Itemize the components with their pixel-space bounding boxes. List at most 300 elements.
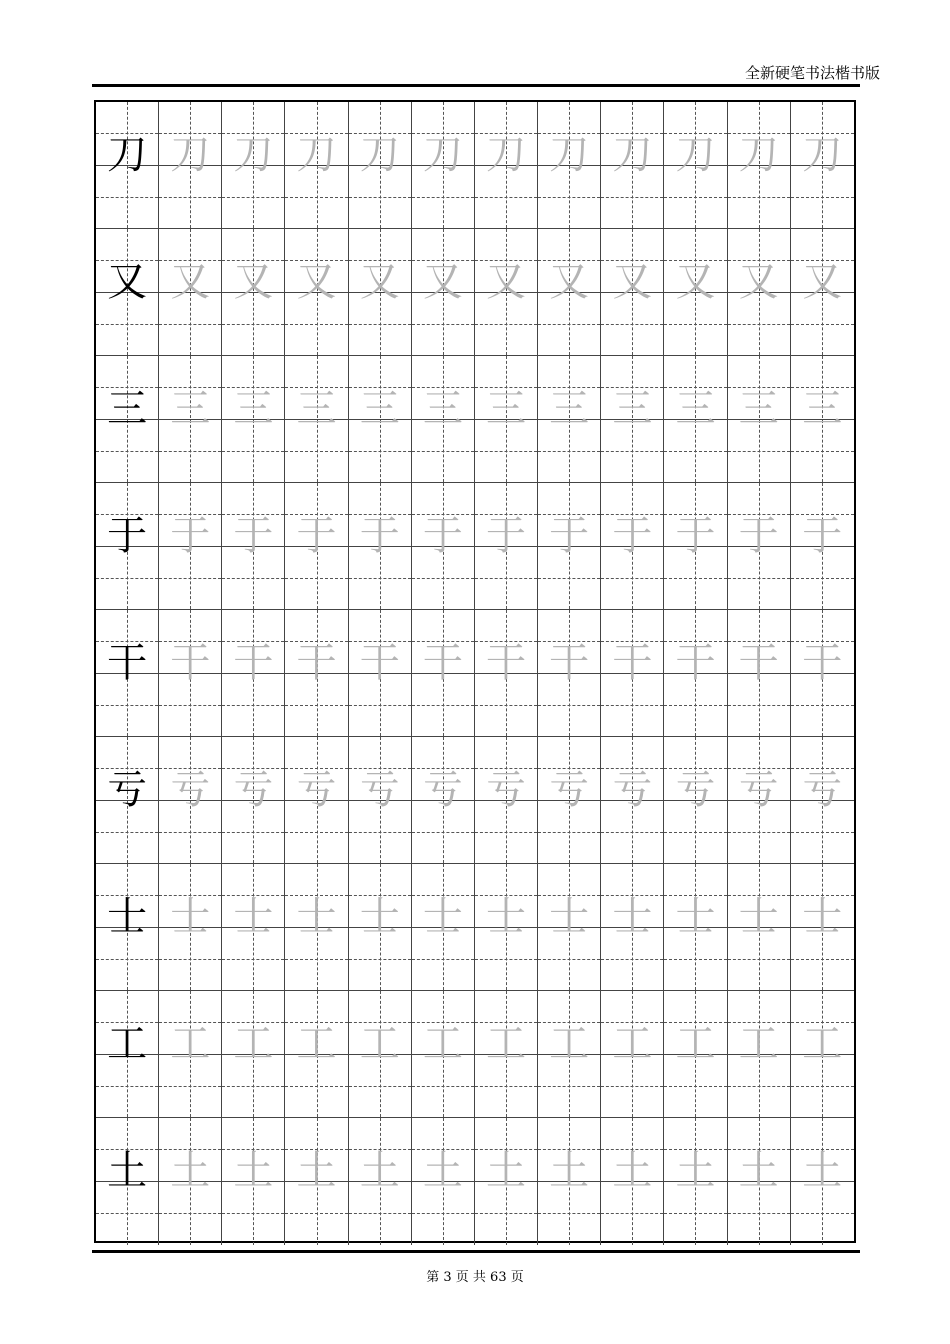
trace-cell	[412, 356, 475, 483]
model-cell	[96, 102, 159, 229]
horizontal-guide	[349, 832, 411, 833]
page-header-title: 全新硬笔书法楷书版	[744, 64, 880, 82]
trace-character: 三	[359, 386, 400, 432]
trace-cell	[349, 737, 412, 864]
horizontal-guide	[791, 197, 854, 198]
horizontal-guide	[728, 1213, 790, 1214]
trace-cell	[159, 610, 222, 737]
horizontal-guide	[538, 451, 600, 452]
trace-character: 士	[612, 894, 653, 940]
trace-cell	[475, 610, 538, 737]
trace-cell	[285, 737, 348, 864]
trace-character: 工	[359, 1021, 400, 1067]
trace-character: 亏	[738, 767, 779, 813]
trace-character: 工	[486, 1021, 527, 1067]
trace-character: 干	[233, 640, 274, 686]
trace-character: 又	[486, 259, 527, 305]
trace-cell	[222, 610, 285, 737]
trace-cell	[159, 1118, 222, 1245]
trace-character: 士	[802, 894, 843, 940]
horizontal-guide	[159, 1213, 221, 1214]
practice-row	[96, 483, 854, 610]
trace-cell	[664, 1118, 727, 1245]
trace-cell	[159, 483, 222, 610]
model-character: 土	[107, 1148, 148, 1194]
horizontal-guide	[475, 1213, 537, 1214]
trace-character: 又	[802, 259, 843, 305]
horizontal-guide	[285, 324, 347, 325]
horizontal-guide	[349, 1086, 411, 1087]
horizontal-guide	[222, 1086, 284, 1087]
trace-character: 于	[738, 513, 779, 559]
horizontal-guide	[538, 578, 600, 579]
trace-cell	[475, 737, 538, 864]
trace-character: 士	[422, 894, 463, 940]
trace-cell	[349, 610, 412, 737]
trace-cell	[412, 737, 475, 864]
trace-character: 干	[675, 640, 716, 686]
trace-character: 工	[549, 1021, 590, 1067]
practice-row	[96, 864, 854, 991]
trace-character: 亏	[802, 767, 843, 813]
trace-cell	[728, 991, 791, 1118]
horizontal-guide	[412, 324, 474, 325]
horizontal-guide	[791, 578, 854, 579]
trace-cell	[601, 737, 664, 864]
horizontal-guide	[412, 578, 474, 579]
horizontal-guide	[601, 1086, 663, 1087]
model-cell	[96, 229, 159, 356]
trace-cell	[285, 864, 348, 991]
trace-cell	[285, 229, 348, 356]
model-cell	[96, 610, 159, 737]
horizontal-guide	[159, 578, 221, 579]
trace-character: 工	[296, 1021, 337, 1067]
horizontal-guide	[664, 959, 726, 960]
model-cell	[96, 356, 159, 483]
trace-cell	[412, 991, 475, 1118]
horizontal-guide	[349, 959, 411, 960]
trace-cell	[285, 610, 348, 737]
trace-character: 三	[486, 386, 527, 432]
trace-cell	[791, 483, 854, 610]
trace-character: 士	[296, 894, 337, 940]
horizontal-guide	[159, 705, 221, 706]
trace-character: 土	[170, 1148, 211, 1194]
trace-character: 工	[170, 1021, 211, 1067]
trace-character: 干	[612, 640, 653, 686]
trace-character: 刀	[296, 132, 337, 178]
horizontal-guide	[791, 705, 854, 706]
trace-character: 士	[170, 894, 211, 940]
practice-row	[96, 1118, 854, 1245]
trace-cell	[538, 864, 601, 991]
trace-character: 刀	[738, 132, 779, 178]
horizontal-guide	[222, 1213, 284, 1214]
horizontal-guide	[475, 197, 537, 198]
horizontal-guide	[96, 959, 158, 960]
model-character: 于	[107, 513, 148, 559]
trace-character: 工	[612, 1021, 653, 1067]
trace-character: 三	[170, 386, 211, 432]
horizontal-guide	[222, 578, 284, 579]
horizontal-guide	[285, 1213, 347, 1214]
horizontal-guide	[538, 1086, 600, 1087]
trace-character: 三	[233, 386, 274, 432]
horizontal-guide	[349, 705, 411, 706]
trace-character: 又	[233, 259, 274, 305]
horizontal-guide	[285, 705, 347, 706]
model-character: 三	[107, 386, 148, 432]
trace-character: 土	[612, 1148, 653, 1194]
trace-character: 土	[359, 1148, 400, 1194]
trace-character: 工	[233, 1021, 274, 1067]
trace-character: 土	[802, 1148, 843, 1194]
trace-character: 干	[549, 640, 590, 686]
trace-cell	[475, 1118, 538, 1245]
trace-character: 士	[738, 894, 779, 940]
trace-character: 亏	[612, 767, 653, 813]
page-number: 第 3 页 共 63 页	[426, 1270, 524, 1285]
trace-cell	[475, 864, 538, 991]
trace-character: 三	[549, 386, 590, 432]
horizontal-guide	[159, 1086, 221, 1087]
trace-cell	[222, 864, 285, 991]
horizontal-guide	[728, 1086, 790, 1087]
trace-cell	[349, 483, 412, 610]
trace-cell	[222, 737, 285, 864]
trace-character: 干	[296, 640, 337, 686]
trace-character: 干	[422, 640, 463, 686]
trace-character: 亏	[549, 767, 590, 813]
trace-cell	[285, 102, 348, 229]
trace-cell	[412, 864, 475, 991]
trace-cell	[791, 610, 854, 737]
trace-character: 于	[296, 513, 337, 559]
trace-character: 刀	[675, 132, 716, 178]
practice-row	[96, 610, 854, 737]
trace-cell	[475, 356, 538, 483]
trace-cell	[475, 991, 538, 1118]
trace-character: 刀	[802, 132, 843, 178]
horizontal-guide	[728, 832, 790, 833]
horizontal-guide	[159, 451, 221, 452]
horizontal-guide	[538, 705, 600, 706]
trace-character: 士	[675, 894, 716, 940]
trace-cell	[412, 483, 475, 610]
trace-cell	[159, 864, 222, 991]
horizontal-guide	[285, 959, 347, 960]
trace-cell	[728, 356, 791, 483]
trace-character: 又	[549, 259, 590, 305]
trace-cell	[601, 483, 664, 610]
trace-character: 亏	[675, 767, 716, 813]
trace-cell	[538, 991, 601, 1118]
horizontal-guide	[475, 959, 537, 960]
trace-character: 亏	[359, 767, 400, 813]
trace-cell	[349, 991, 412, 1118]
trace-character: 三	[296, 386, 337, 432]
horizontal-guide	[728, 324, 790, 325]
trace-cell	[159, 102, 222, 229]
horizontal-guide	[538, 197, 600, 198]
trace-character: 亏	[170, 767, 211, 813]
trace-character: 亏	[233, 767, 274, 813]
horizontal-guide	[96, 197, 158, 198]
horizontal-guide	[222, 451, 284, 452]
trace-cell	[601, 229, 664, 356]
trace-character: 土	[296, 1148, 337, 1194]
horizontal-guide	[412, 959, 474, 960]
horizontal-guide	[601, 1213, 663, 1214]
model-character: 亏	[107, 767, 148, 813]
header-rule	[92, 84, 860, 87]
trace-character: 士	[233, 894, 274, 940]
model-cell	[96, 864, 159, 991]
model-character: 干	[107, 640, 148, 686]
trace-character: 土	[422, 1148, 463, 1194]
horizontal-guide	[475, 578, 537, 579]
trace-cell	[664, 483, 727, 610]
trace-cell	[349, 864, 412, 991]
horizontal-guide	[96, 832, 158, 833]
trace-cell	[728, 864, 791, 991]
trace-character: 干	[359, 640, 400, 686]
model-character: 工	[107, 1021, 148, 1067]
horizontal-guide	[601, 324, 663, 325]
trace-cell	[791, 356, 854, 483]
trace-character: 三	[675, 386, 716, 432]
trace-cell	[728, 483, 791, 610]
practice-row	[96, 737, 854, 864]
trace-cell	[475, 483, 538, 610]
trace-cell	[349, 102, 412, 229]
model-cell	[96, 1118, 159, 1245]
horizontal-guide	[791, 1213, 854, 1214]
model-cell	[96, 991, 159, 1118]
trace-character: 又	[738, 259, 779, 305]
horizontal-guide	[538, 324, 600, 325]
trace-cell	[222, 483, 285, 610]
horizontal-guide	[475, 1086, 537, 1087]
trace-character: 士	[359, 894, 400, 940]
horizontal-guide	[728, 578, 790, 579]
trace-cell	[349, 229, 412, 356]
trace-cell	[159, 229, 222, 356]
trace-cell	[538, 610, 601, 737]
horizontal-guide	[728, 451, 790, 452]
trace-character: 刀	[486, 132, 527, 178]
horizontal-guide	[285, 1086, 347, 1087]
horizontal-guide	[412, 1086, 474, 1087]
trace-character: 土	[549, 1148, 590, 1194]
trace-cell	[791, 737, 854, 864]
trace-character: 于	[612, 513, 653, 559]
horizontal-guide	[601, 451, 663, 452]
trace-character: 士	[486, 894, 527, 940]
trace-cell	[664, 229, 727, 356]
trace-character: 刀	[612, 132, 653, 178]
practice-row	[96, 991, 854, 1118]
trace-character: 工	[422, 1021, 463, 1067]
practice-row	[96, 229, 854, 356]
trace-character: 干	[738, 640, 779, 686]
horizontal-guide	[412, 705, 474, 706]
trace-cell	[664, 864, 727, 991]
horizontal-guide	[285, 578, 347, 579]
horizontal-guide	[601, 832, 663, 833]
horizontal-guide	[159, 324, 221, 325]
trace-character: 又	[170, 259, 211, 305]
trace-character: 于	[549, 513, 590, 559]
trace-cell	[222, 1118, 285, 1245]
trace-cell	[538, 229, 601, 356]
horizontal-guide	[222, 197, 284, 198]
trace-character: 亏	[296, 767, 337, 813]
horizontal-guide	[159, 959, 221, 960]
trace-character: 又	[359, 259, 400, 305]
trace-cell	[222, 229, 285, 356]
trace-character: 干	[170, 640, 211, 686]
trace-cell	[728, 102, 791, 229]
horizontal-guide	[601, 578, 663, 579]
trace-character: 三	[738, 386, 779, 432]
horizontal-guide	[728, 197, 790, 198]
trace-character: 于	[233, 513, 274, 559]
trace-cell	[475, 229, 538, 356]
horizontal-guide	[664, 1213, 726, 1214]
trace-character: 于	[170, 513, 211, 559]
trace-cell	[222, 991, 285, 1118]
trace-cell	[159, 991, 222, 1118]
trace-character: 于	[359, 513, 400, 559]
trace-cell	[285, 356, 348, 483]
trace-cell	[285, 1118, 348, 1245]
trace-character: 刀	[549, 132, 590, 178]
trace-cell	[412, 229, 475, 356]
horizontal-guide	[475, 451, 537, 452]
trace-cell	[349, 356, 412, 483]
trace-character: 工	[738, 1021, 779, 1067]
trace-cell	[791, 229, 854, 356]
trace-character: 又	[612, 259, 653, 305]
trace-cell	[412, 610, 475, 737]
trace-cell	[601, 1118, 664, 1245]
model-character: 又	[107, 259, 148, 305]
horizontal-guide	[222, 832, 284, 833]
trace-character: 于	[422, 513, 463, 559]
trace-cell	[601, 991, 664, 1118]
trace-character: 土	[233, 1148, 274, 1194]
horizontal-guide	[285, 451, 347, 452]
trace-cell	[791, 991, 854, 1118]
horizontal-guide	[222, 705, 284, 706]
trace-character: 于	[675, 513, 716, 559]
model-character: 刀	[107, 132, 148, 178]
horizontal-guide	[664, 451, 726, 452]
horizontal-guide	[412, 451, 474, 452]
trace-character: 工	[802, 1021, 843, 1067]
horizontal-guide	[664, 578, 726, 579]
trace-cell	[412, 102, 475, 229]
trace-cell	[601, 356, 664, 483]
horizontal-guide	[349, 451, 411, 452]
trace-cell	[222, 356, 285, 483]
trace-cell	[664, 991, 727, 1118]
trace-character: 又	[422, 259, 463, 305]
trace-cell	[285, 483, 348, 610]
trace-character: 亏	[486, 767, 527, 813]
horizontal-guide	[791, 324, 854, 325]
trace-cell	[538, 356, 601, 483]
trace-cell	[664, 356, 727, 483]
trace-character: 三	[802, 386, 843, 432]
model-cell	[96, 483, 159, 610]
horizontal-guide	[538, 832, 600, 833]
model-character: 士	[107, 894, 148, 940]
horizontal-guide	[96, 1086, 158, 1087]
practice-row	[96, 356, 854, 483]
trace-cell	[664, 102, 727, 229]
trace-cell	[159, 737, 222, 864]
trace-character: 土	[738, 1148, 779, 1194]
trace-cell	[601, 102, 664, 229]
horizontal-guide	[664, 197, 726, 198]
trace-cell	[285, 991, 348, 1118]
horizontal-guide	[601, 197, 663, 198]
horizontal-guide	[601, 959, 663, 960]
trace-character: 工	[675, 1021, 716, 1067]
trace-cell	[728, 1118, 791, 1245]
footer-rule	[92, 1250, 860, 1253]
trace-character: 刀	[422, 132, 463, 178]
horizontal-guide	[475, 705, 537, 706]
trace-cell	[728, 737, 791, 864]
trace-cell	[349, 1118, 412, 1245]
horizontal-guide	[601, 705, 663, 706]
model-cell	[96, 737, 159, 864]
horizontal-guide	[664, 705, 726, 706]
horizontal-guide	[664, 832, 726, 833]
trace-character: 土	[486, 1148, 527, 1194]
trace-cell	[791, 102, 854, 229]
horizontal-guide	[159, 197, 221, 198]
horizontal-guide	[96, 578, 158, 579]
horizontal-guide	[475, 832, 537, 833]
trace-cell	[412, 1118, 475, 1245]
trace-character: 士	[549, 894, 590, 940]
horizontal-guide	[285, 197, 347, 198]
trace-cell	[664, 610, 727, 737]
horizontal-guide	[222, 959, 284, 960]
horizontal-guide	[412, 197, 474, 198]
horizontal-guide	[96, 1213, 158, 1214]
horizontal-guide	[475, 324, 537, 325]
horizontal-guide	[791, 959, 854, 960]
trace-character: 于	[802, 513, 843, 559]
trace-cell	[728, 229, 791, 356]
horizontal-guide	[349, 578, 411, 579]
horizontal-guide	[412, 1213, 474, 1214]
horizontal-guide	[349, 1213, 411, 1214]
trace-character: 干	[486, 640, 527, 686]
horizontal-guide	[96, 705, 158, 706]
trace-cell	[538, 102, 601, 229]
horizontal-guide	[538, 959, 600, 960]
horizontal-guide	[538, 1213, 600, 1214]
trace-character: 土	[675, 1148, 716, 1194]
trace-cell	[728, 610, 791, 737]
